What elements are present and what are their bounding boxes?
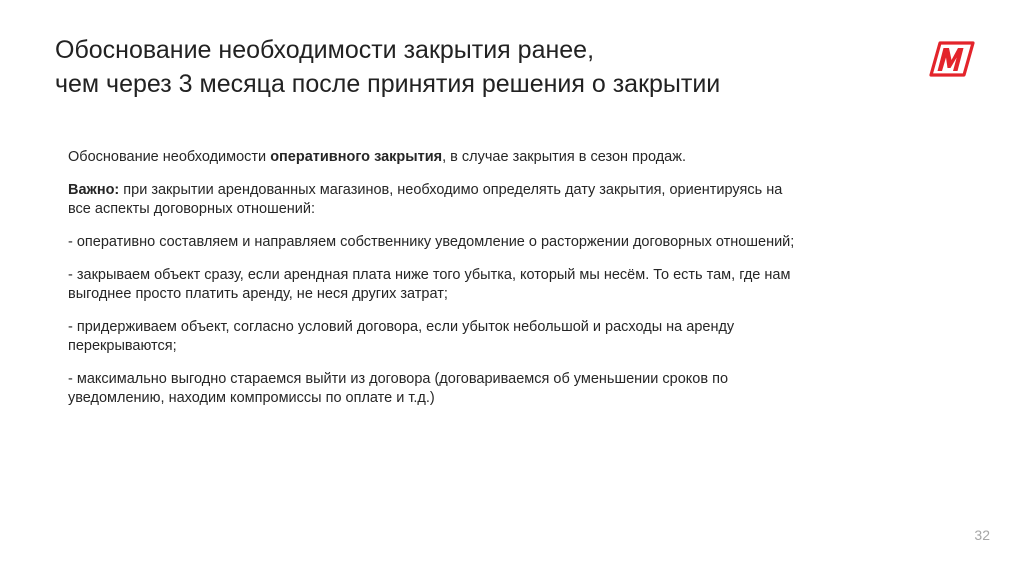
page-number: 32 [974,527,990,543]
intro-paragraph [68,148,798,167]
intro-text-after: , в случае закрытия в сезон продаж. [442,149,686,165]
list-item: - оперативно составляем и направляем собственнику уведомление о расторжении договорных отношений; [68,234,795,250]
intro-text-before: Обоснование необходимости [68,149,271,165]
list-item: - закрываем объект сразу, если арендная плата ниже того убытка, который мы несём. То есть там, где нам выгоднее просто платить аренду, не неся других затрат; [68,267,791,302]
slide-title [55,33,885,101]
list-item: - придерживаем объект, согласно условий договора, если убыток небольшой и расходы на аренду перекрываются; [68,319,735,354]
list-item: - максимально выгодно стараемся выйти из договора (договариваемся об уменьшении сроков по уведомлению, находим компромиссы по оплате и т.д.) [68,371,729,406]
important-text: при закрытии арендованных магазинов, необходимо определять дату закрытия, ориентируясь на все аспекты договорных отношений: [68,182,783,217]
slide-title-line-2: чем через 3 месяца после принятия решения о закрытии [55,70,721,98]
slide-body [68,148,798,422]
intro-text-bold: оперативного закрытия [270,149,443,165]
important-label: Важно: [68,182,120,198]
important-paragraph [68,181,798,219]
magnit-m-logo-icon [928,40,976,78]
slide-title-line-1: Обоснование необходимости закрытия ранее, [55,36,595,64]
